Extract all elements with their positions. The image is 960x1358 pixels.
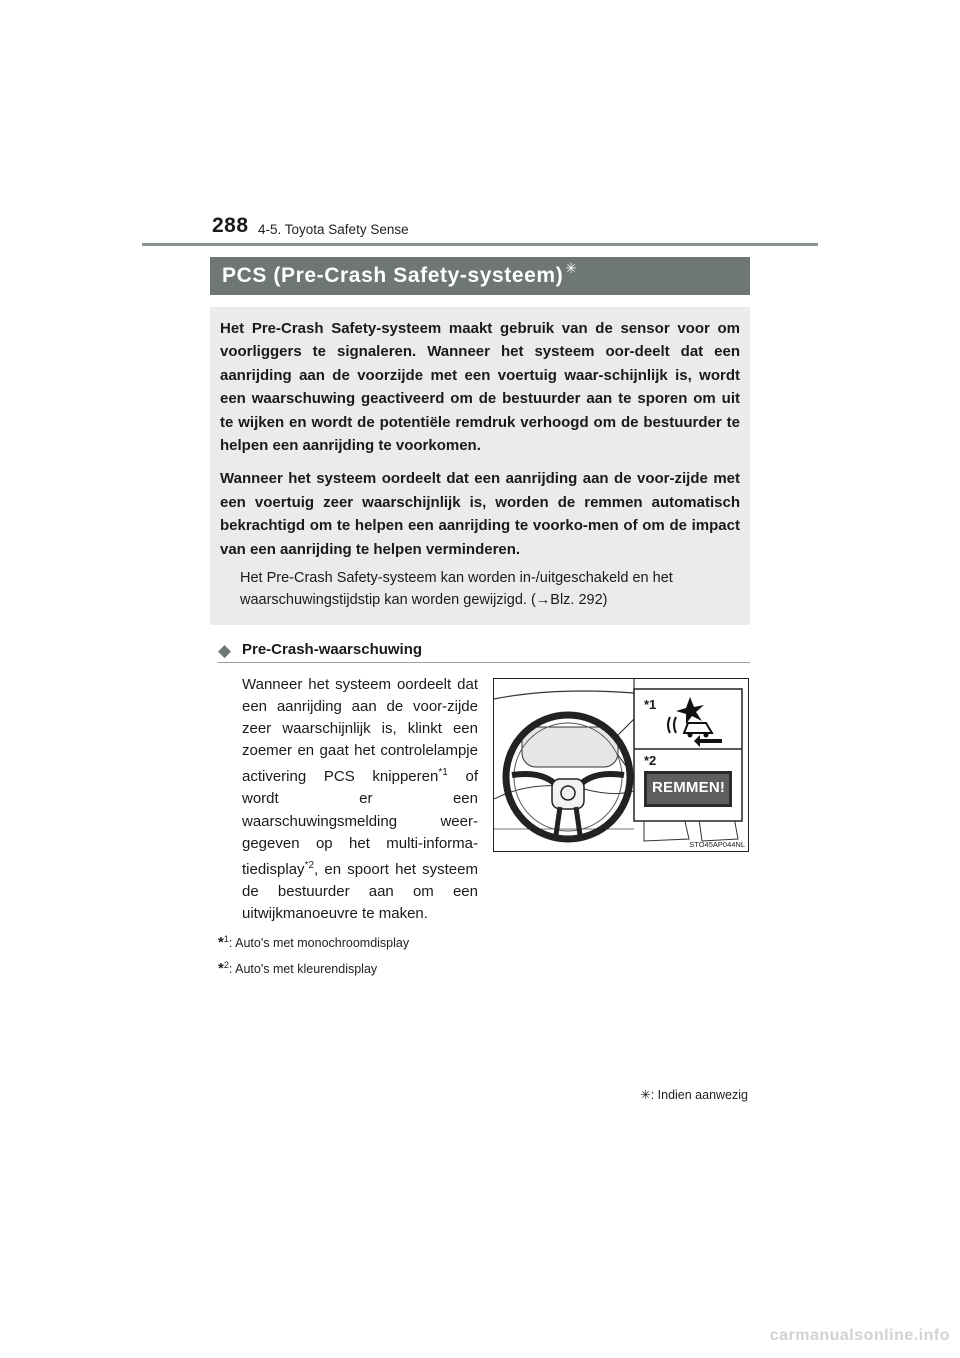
page-title: PCS (Pre-Crash Safety-systeem) (222, 264, 564, 287)
header-rule (142, 243, 818, 246)
bottom-note (640, 1087, 748, 1102)
footnote-text: : Auto's met monochroomdisplay (228, 936, 410, 951)
section-label: 4-5. Toyota Safety Sense (258, 222, 409, 237)
title-bar (210, 257, 750, 295)
footnote-ref-2: *2 (304, 859, 314, 871)
subsection-body (242, 674, 478, 925)
subsection-rule (218, 662, 750, 663)
footnote-ref-1: *1 (438, 767, 448, 779)
body-text-2: of wordt er een waarschuwingsmelding weer-gegeven op het multi-informa-tiedisplay (242, 768, 478, 878)
availability-star-icon: ✳ (565, 259, 578, 276)
subsection-heading: Pre-Crash-waarschuwing (242, 641, 423, 658)
intro-paragraph-1: Het Pre-Crash Safety-systeem maakt gebruik van de sensor voor om voorliggers te signaleren. Wanneer het systeem oor-deelt dat een aanrijding aan de voorzijde met een voertuig waar-schijnlijk is, wordt een waarschuwing geactiveerd om de bestuurder aan te sporen om uit te wijken en wordt de potentiële remdruk verhoogd om de bestuurder te helpen een aanrijding te voorkomen. (220, 320, 740, 455)
intro-note: Het Pre-Crash Safety-systeem kan worden in-/uitgeschakeld en het waarschuwingstijdstip kan worden gewijzigd. (→Blz. 292) (240, 570, 673, 609)
footnote-text: : Auto's met kleurendisplay (228, 962, 378, 977)
figure-code: STO45AP044NL (689, 840, 745, 849)
dashboard-figure (493, 678, 749, 852)
intro-paragraph-2: Wanneer het systeem oordeelt dat een aanrijding aan de voor-zijde met een voertuig zeer waarschijnlijk is, worden de remmen automatisch bekrachtigd om te helpen een aanrijding te voorko-men of om de impact van een aanrijding te helpen verminderen. (220, 470, 740, 558)
availability-star-icon: ✳ (640, 1088, 651, 1102)
footnote-2 (218, 960, 377, 977)
watermark: carmanualsonline.info (769, 1327, 950, 1344)
page-number: 288 (212, 214, 249, 237)
bottom-note-text: : Indien aanwezig (650, 1088, 748, 1102)
body-text-1: Wanneer het systeem oordeelt dat een aanrijding aan de voor-zijde zeer waarschijnlijk is, klinkt een zoemer en gaat het controlelampje activering PCS knipperen (242, 676, 478, 786)
figure-label-2: *2 (644, 753, 657, 768)
footnote-1 (218, 934, 409, 951)
intro-box (210, 307, 750, 625)
figure-label-1: *1 (644, 697, 657, 712)
footnote-marker: * (218, 934, 224, 952)
footnote-number: 1 (223, 934, 229, 944)
body-text-3: , en spoort het systeem de bestuurder aan om een uitwijkmanoeuvre te maken. (242, 860, 478, 922)
footnote-marker: * (218, 960, 224, 978)
footnote-number: 2 (223, 960, 229, 970)
brake-message: REMMEN! (652, 779, 726, 796)
diamond-bullet-icon: ◆ (218, 641, 232, 660)
